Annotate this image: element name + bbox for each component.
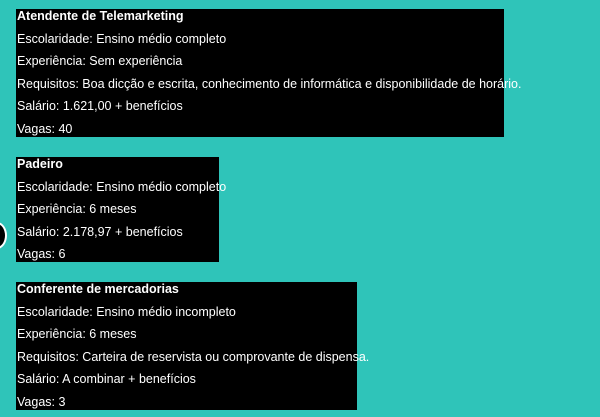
job-experiencia: Experiência: 6 meses (16, 202, 219, 225)
job-card-padeiro (16, 157, 219, 262)
job-escolaridade: Escolaridade: Ensino médio incompleto (16, 305, 357, 328)
job-salario: Salário: 2.178,97 + benefícios (16, 225, 219, 248)
job-card-conferente (16, 282, 357, 410)
job-experiencia: Experiência: Sem experiência (16, 54, 504, 77)
job-requisitos: Requisitos: Carteira de reservista ou comprovante de dispensa. (16, 350, 357, 373)
job-salario: Salário: 1.621,00 + benefícios (16, 99, 504, 122)
side-toggle-button[interactable] (0, 222, 7, 249)
job-escolaridade: Escolaridade: Ensino médio completo (16, 32, 504, 55)
job-vagas: Vagas: 6 (16, 247, 219, 270)
job-title: Conferente de mercadorias (16, 282, 357, 305)
job-vagas: Vagas: 3 (16, 395, 357, 417)
job-salario: Salário: A combinar + benefícios (16, 372, 357, 395)
job-escolaridade: Escolaridade: Ensino médio completo (16, 180, 219, 203)
job-title: Atendente de Telemarketing (16, 9, 504, 32)
job-title: Padeiro (16, 157, 219, 180)
job-requisitos: Requisitos: Boa dicção e escrita, conhecimento de informática e disponibilidade de horário. (16, 77, 504, 100)
job-vagas: Vagas: 40 (16, 122, 504, 145)
job-card-telemarketing (16, 9, 504, 137)
job-experiencia: Experiência: 6 meses (16, 327, 357, 350)
